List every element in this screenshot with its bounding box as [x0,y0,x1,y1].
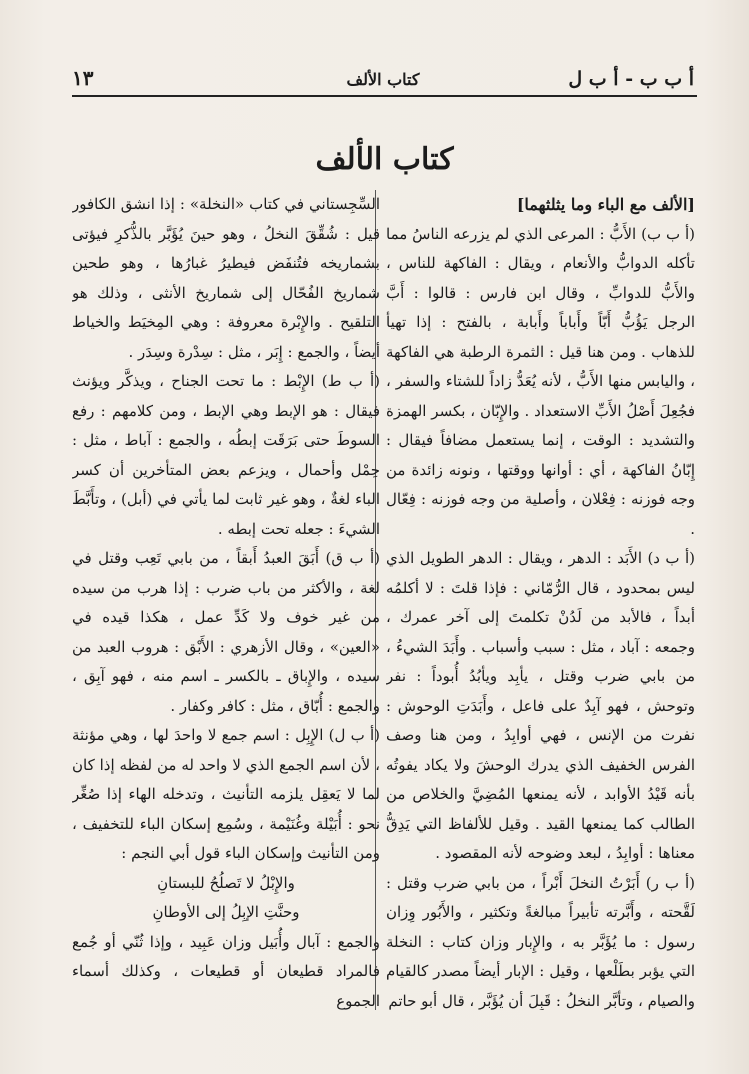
header-chapter-title: كتاب الألف [346,70,420,89]
book-title: كتاب الألف [315,142,454,177]
paragraph-abl-plural: والجمع : آبال وأُبَيل وزان عَبِيد ، وإذا ثُنّي أو جُمع فالمراد قطيعان أو قطيعات ، وكذلك أسماء الجموع [72,932,380,1010]
header-rule [72,95,697,97]
verse-line-1: والإِبْلُ لا تَصلُحُ للبستانِ [157,873,295,892]
page-header [72,58,694,94]
right-column [386,190,695,1010]
paragraph-abd: (أ ب د) الأَبَد : الدهر ، ويقال : الدهر الطويل الذي ليس بمحدود ، قال الرُّمّاني : فإذا قلتَ : لا أكلمُه أبداً ، فالأبد من لَدُنْ تكلمتَ إلى آخر عمرك ، وجمعه : آباد ، مثل : سبب وأسباب . وأَبَدَ الشيءُ ، من بابي ضرب وقتل ، يأبِد ويأبُدُ أُبوداً : نفر وتوحش ، فهو آبِدٌ على فاعل ، وأَبَدَتِ الوحوش : نفرت من الإنس ، فهي أوابِدُ ، ومن هنا وصف الفرس الخفيف الذي يدرك الوحشَ ولا يكاد يفوتُه بأنه قَيْدُ الأوابد ، لأنه يمنعها المُضِيَّ والخلاص من الطالب كما يمنعها القيد . وقيل للألفاظ التي يَدِقُّ معناها : أوابِدُ ، لبعد وضوحه لأنه المقصود . [386,549,695,862]
left-column [72,190,380,1010]
section-heading: [الألف مع الباء وما يثلثهما] [516,195,695,214]
paragraph-abt: (أ ب ط) الإِبْط : ما تحت الجناح ، ويذكَّر ويؤنث فيقال : هو الإبط وهي الإبط ، ومن كلامهم : رفع السوطَ حتى بَرَقَت إبطُه ، والجمع : آباط ، مثل : حِمْل وأحمال ، ويزعم بعض المتأخرين أن كسر الباء لغةٌ ، وهو غير ثابت لما يأتي في (أبل) ، وتأَبَّطَ الشيءَ : جعله تحت إبطه . [72,372,380,538]
paragraph-abl: (أ ب ل) الإِبِل : اسم جمع لا واحدَ لها ، وهي مؤنثة ، لأن اسم الجمع الذي لا واحد له من لفظه إذا كان لما لا يَعقِل يلزمه التأنيث ، وتدخله الهاء إذا صُغِّر نحو : أُبَيْلة وغُنَيْمة ، وسُمِع إسكان الباء للتخفيف ، ومن التأنيث وإسكان الباء قول أبي النجم : [72,726,380,862]
paragraph-abb: (أ ب ب) الأَبُّ : المرعى الذي لم يزرعه الناسُ مما تأكله الدوابُّ والأنعام ، ويقال : الفاكهة للناس ، والأَبُّ للدوابِّ ، وقال ابن فارس : قالوا : أَبَّ الرجل يَؤُبُّ أَبّاً وأَباباً وأَبابة ، بالفتح : إذا تهيأ للذهاب . ومن هنا قيل : الثمرة الرطبة هي الفاكهة ، واليابس منها الأَبُّ ، لأنه يُعَدُّ زاداً للشتاء والسفر ، فجُعِلَ أَصْلُ الأَبِّ الاستعداد . والإِبّان ، بكسر الهمزة والتشديد : الوقت ، إنما يستعمل مضافاً فيقال : إِبّانُ الفاكهة ، أي : أوانها ووقتها ، ونونه زائدة من وجه فوزنه : فِعْلان ، وأصلية من وجه فوزنه : فِعّال . [386,224,695,538]
paragraph-abr: (أ ب ر) أَبَرْتُ النخلَ أَبْراً ، من بابي ضرب وقتل : لَقَّحته ، وأَبَّرته تأبيراً مبالغةً وتكثير ، والأَبُور وِزان رسول : ما يُؤَبَّر به ، والإِبار وزان كتاب : النخلة التي يؤبر بطَلْعها ، وقيل : الإبار أيضاً مصدر كالقيام والصيام ، وتأبَّر النخلُ : قَبِلَ أن يُؤَبَّر ، قال أبو حاتم [386,873,695,1010]
page-number: ١٣ [72,66,94,90]
paragraph-abr-continued: السِّجِستاني في كتاب «النخلة» : إذا انشق الكافور قيل : شُقِّقَ النخلُ ، وهو حينَ يُؤَبَّر بالذُّكرِ فيؤتى بشماريخه فتُنفَض فيطيرُ غبارُها ، وهو طحين شماريخ الفُحّال إلى شماريخ الأنثى ، وذلك هو التلقيح . والإِبْرة معروفة : وهي المِخيَط والخياط أيضاً ، والجمع : إِبَر ، مثل : سِدْرة وسِدَر . [72,195,380,361]
paragraph-abq: (أ ب ق) أَبَقَ العبدُ أَبقاً ، من بابي تَعِب وقتل في لغة ، والأكثر من باب ضرب : إذا هرب من سيده من غير خوف ولا كَدِّ عمل ، هكذا قيده في «العين» ، وقال الأزهري : الأَبْق : هروب العبد من سيده ، والإِباق ـ بالكسر ـ اسم منه ، فهو آبِق ، والجمع : أُبّاق ، مثل : كافر وكفار . [72,549,380,715]
verse-line-2: وحنَّتِ الإبِلُ إلى الأوطانِ [152,903,300,921]
header-root-letters: أ ب ب - أ ب ل [568,68,694,90]
